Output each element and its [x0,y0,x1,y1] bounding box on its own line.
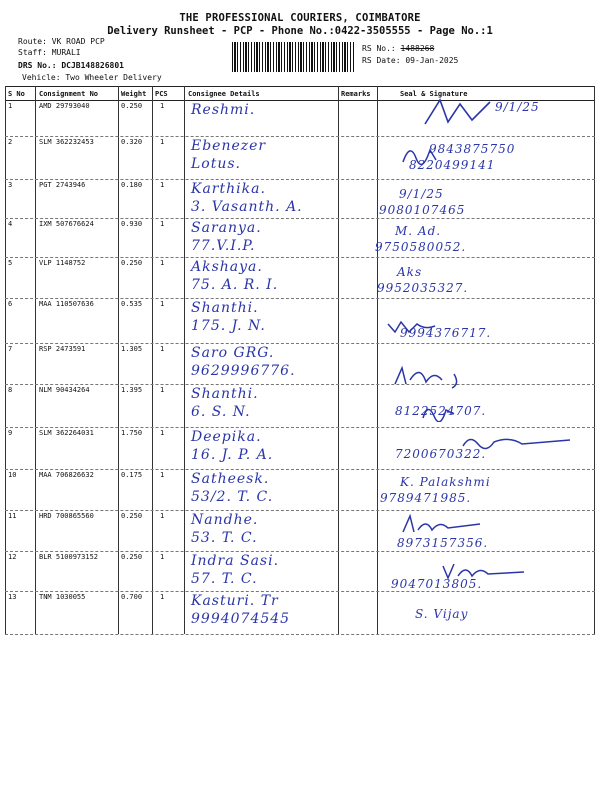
weight-value: 0.930 [121,220,143,228]
consignment-number: VLP 1148752 [39,259,86,267]
consignee-handwriting: 53. T. C. [191,530,258,546]
pcs-value: 1 [160,259,165,267]
consignee-handwriting: Indra Sasi. [191,553,280,569]
pcs-value: 1 [160,220,165,228]
signature-scribble [420,92,510,132]
vehicle-label: Vehicle: Two Wheeler Delivery [22,73,162,82]
weight-value: 0.250 [121,553,143,561]
weight-value: 0.700 [121,593,143,601]
pcs-value: 1 [160,181,165,189]
signature-handwriting: 7200670322. [395,447,487,461]
signature-scribble [400,140,440,168]
signature-handwriting: M. Ad. [395,224,442,238]
pcs-value: 1 [160,386,165,394]
pcs-value: 1 [160,593,165,601]
serial-number: 3 [8,181,13,189]
consignment-number: SLM 362264031 [39,429,94,437]
signature-handwriting: 9952035327. [377,281,469,295]
signature-handwriting: S. Vijay [415,607,469,621]
serial-number: 2 [8,138,13,146]
consignee-handwriting: Saro GRG. [191,345,275,361]
signature-handwriting: 8122524707. [395,404,487,418]
consignment-number: MAA 110507636 [39,300,94,308]
signature-handwriting: 8220499141 [409,158,496,172]
consignee-handwriting: Shanthi. [191,300,259,316]
weight-value: 0.175 [121,471,143,479]
consignee-handwriting: 77.V.I.P. [191,238,256,254]
consignee-handwriting: 3. Vasanth. A. [191,199,303,215]
weight-value: 0.250 [121,102,143,110]
serial-number: 1 [8,102,13,110]
consignment-number: SLM 362232453 [39,138,94,146]
signature-scribble [385,316,445,338]
serial-number: 8 [8,386,13,394]
pcs-value: 1 [160,300,165,308]
signature-scribble [460,432,580,454]
signature-handwriting: 9047013805. [391,577,483,591]
table-row [5,469,595,511]
col-signature: Seal & Signature [400,90,468,98]
table-row [5,179,595,219]
serial-number: 11 [8,512,17,520]
table-row [5,298,595,344]
serial-number: 6 [8,300,13,308]
signature-handwriting: 9/1/25 [495,100,540,114]
col-sno: S No [8,90,25,98]
pcs-value: 1 [160,138,165,146]
consignment-number: IXM 507676624 [39,220,94,228]
col-consignee: Consignee Details [188,90,260,98]
serial-number: 4 [8,220,13,228]
weight-value: 0.180 [121,181,143,189]
route-label: Route: VK ROAD PCP [18,37,105,46]
consignment-number: BLR 5100973152 [39,553,99,561]
signature-scribble [390,360,480,390]
consignment-number: HRD 700865560 [39,512,94,520]
table-row [5,218,595,258]
signature-handwriting: 9843875750 [429,142,516,156]
weight-value: 1.305 [121,345,143,353]
table-row [5,591,595,635]
runsheet-table [5,86,595,634]
pcs-value: 1 [160,512,165,520]
consignee-handwriting: Lotus. [191,156,242,172]
signature-handwriting: 9/1/25 [399,187,444,201]
consignee-handwriting: 175. J. N. [191,318,266,334]
signature-handwriting: Aks [397,265,423,279]
serial-number: 12 [8,553,17,561]
runsheet-title: Delivery Runsheet - PCP - Phone No.:0422-3505555 - Page No.:1 [107,25,493,37]
consignee-handwriting: 16. J. P. A. [191,447,274,463]
consignee-handwriting: Satheesk. [191,471,270,487]
pcs-value: 1 [160,553,165,561]
signature-handwriting: 9080107465 [379,203,466,217]
consignee-handwriting: Reshmi. [191,102,256,118]
pcs-value: 1 [160,429,165,437]
consignee-handwriting: Saranya. [191,220,262,236]
table-row [5,510,595,552]
consignee-handwriting: Ebenezer [191,138,267,154]
weight-value: 0.535 [121,300,143,308]
consignee-handwriting: 57. T. C. [191,571,258,587]
table-row [5,384,595,428]
signature-handwriting: 9750580052. [375,240,467,254]
serial-number: 9 [8,429,13,437]
table-row [5,136,595,180]
signature-handwriting: 9789471985. [380,491,472,505]
pcs-value: 1 [160,102,165,110]
consignee-handwriting: Kasturi. Tr [191,593,279,609]
weight-value: 0.250 [121,512,143,520]
consignee-handwriting: 9629996776. [191,363,296,379]
weight-value: 1.395 [121,386,143,394]
consignment-number: MAA 706826632 [39,471,94,479]
col-remarks: Remarks [341,90,371,98]
col-weight: Weight [121,90,147,98]
rs-number-label: RS No.: [362,44,396,53]
consignment-number: NLM 90434264 [39,386,90,394]
signature-handwriting: K. Palakshmi [400,475,491,489]
consignment-number: AMD 29793040 [39,102,90,110]
weight-value: 0.250 [121,259,143,267]
signature-scribble [440,558,530,584]
table-row [5,343,595,385]
serial-number: 5 [8,259,13,267]
consignment-number: TNM 1030055 [39,593,86,601]
serial-number: 13 [8,593,17,601]
consignee-handwriting: 75. A. R. I. [191,277,279,293]
serial-number: 10 [8,471,17,479]
signature-handwriting: 8973157356. [397,536,489,550]
table-row [5,257,595,299]
consignee-handwriting: 6. S. N. [191,404,251,420]
consignee-handwriting: 9994074545 [191,611,291,627]
consignee-handwriting: 53/2. T. C. [191,489,274,505]
signature-scribble [400,512,490,538]
consignee-handwriting: Deepika. [191,429,262,445]
rs-number [362,44,434,53]
consignment-number: PGT 2743946 [39,181,86,189]
staff-label: Staff: MURALI [18,48,81,57]
consignment-number: RSP 2473591 [39,345,86,353]
signature-scribble [420,400,460,422]
company-title: THE PROFESSIONAL COURIERS, COIMBATORE [179,12,421,24]
signature-handwriting: 9994376717. [400,326,492,340]
pcs-value: 1 [160,471,165,479]
pcs-value: 1 [160,345,165,353]
col-pcs: PCS [155,90,168,98]
col-consignment: Consignment No [39,90,99,98]
consignee-handwriting: Shanthi. [191,386,259,402]
consignee-handwriting: Nandhe. [191,512,259,528]
rs-date: RS Date: 09-Jan-2025 [362,56,459,65]
weight-value: 0.320 [121,138,143,146]
weight-value: 1.750 [121,429,143,437]
consignee-handwriting: Karthika. [191,181,266,197]
drs-number: DRS No.: DCJB148826801 [18,61,124,70]
consignee-handwriting: Akshaya. [191,259,263,275]
barcode [232,42,354,72]
rs-number-value: 1488268 [400,44,435,53]
serial-number: 7 [8,345,13,353]
